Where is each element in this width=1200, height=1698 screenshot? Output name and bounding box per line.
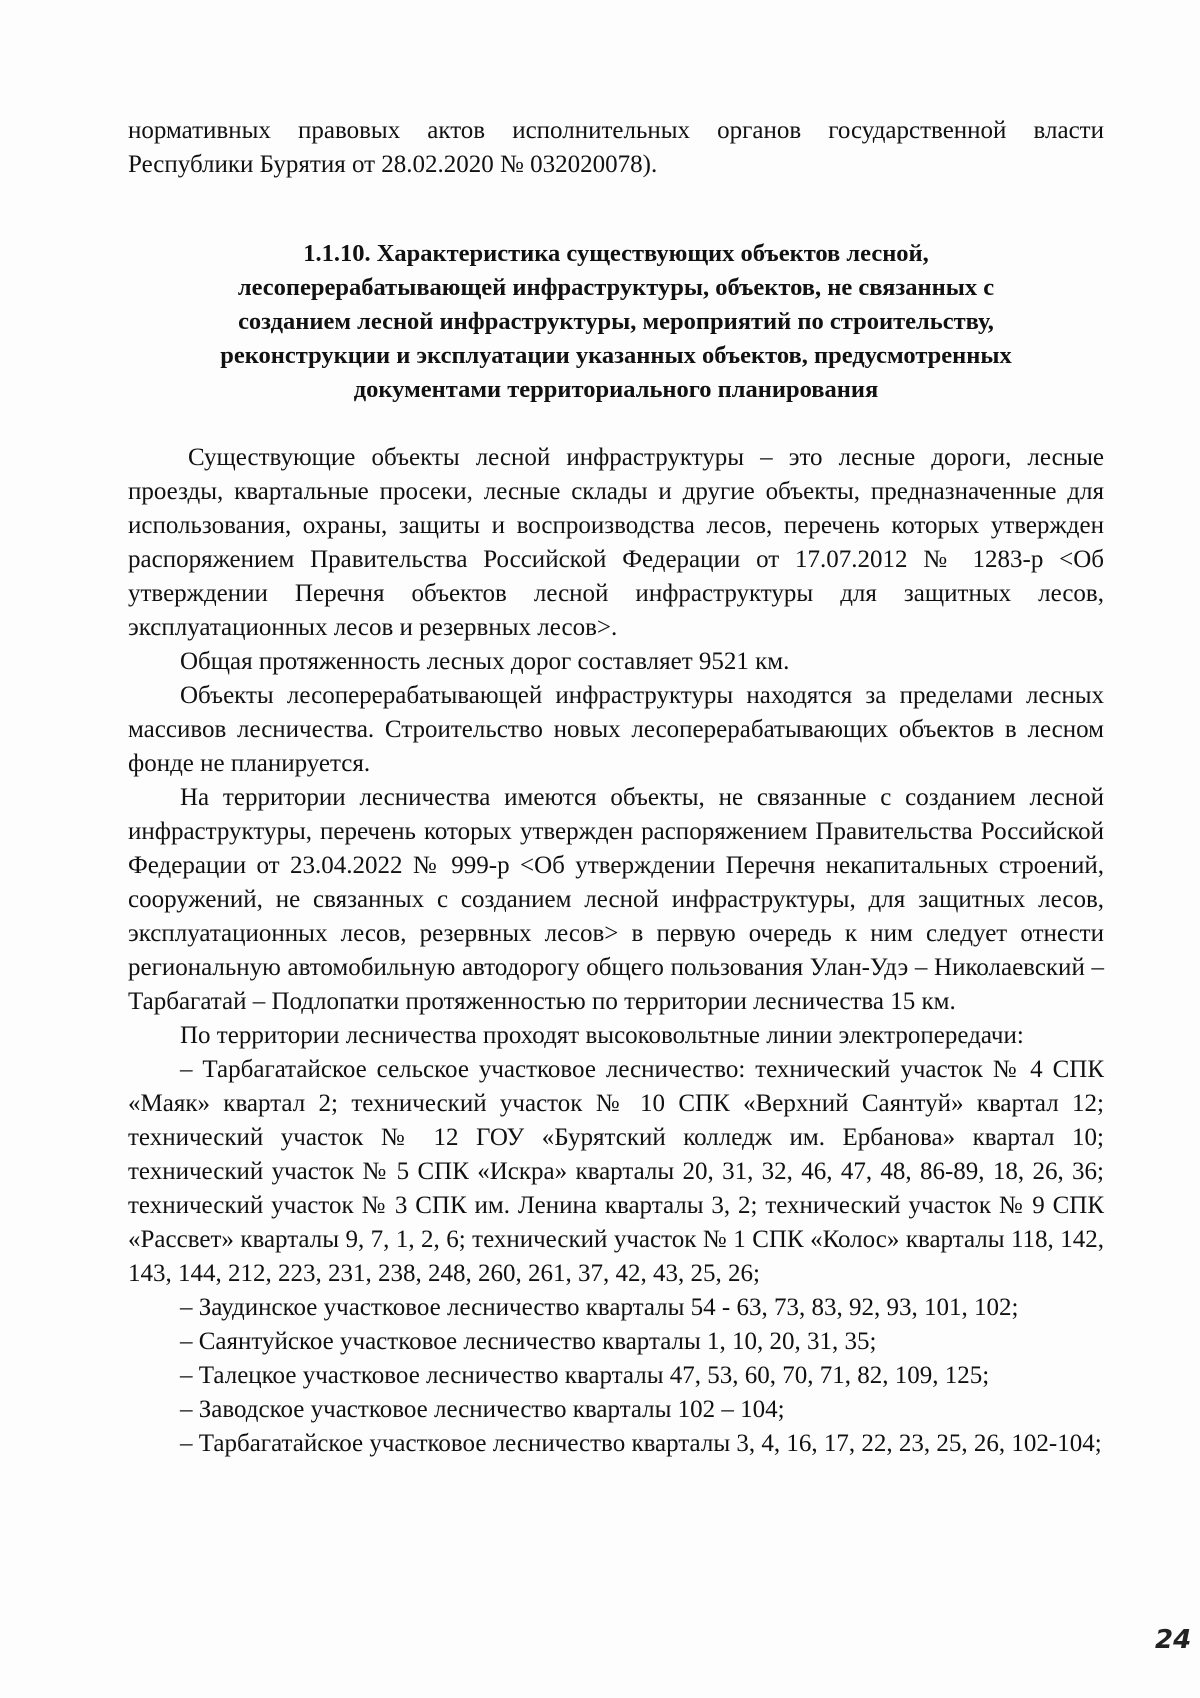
section-heading-line: лесоперерабатывающей инфраструктуры, объектов, не связанных с (237, 274, 995, 301)
body-paragraph-processing: Объекты лесоперерабатывающей инфраструктуры находятся за пределами лесных массивов лесничества. Строительство новых лесоперерабатывающих объектов в лесном фонде не планируется. (128, 682, 1104, 777)
body-paragraph-infrastructure: Существующие объекты лесной инфраструктуры – это лесные дороги, лесные проезды, квартальные просеки, лесные склады и другие объекты, предназначенные для использования, охраны, защиты и воспроизводства лесов, перечень которых утвержден распоряжением Правительства Российской Федерации от 17.07.2012 № 1283-р <Об утверждении Перечня объектов лесной инфраструктуры для защитных лесов, эксплуатационных лесов и резервных лесов>. (128, 444, 1104, 641)
list-item-sayantuiskoe: – Саянтуйское участковое лесничество кварталы 1, 10, 20, 31, 35; (180, 1328, 877, 1355)
section-heading-line: документами территориального планирования (353, 376, 879, 403)
page-number: 24 (1155, 1625, 1192, 1655)
list-item-zaudinskoe: – Заудинское участковое лесничество кварталы 54 - 63, 73, 83, 92, 93, 101, 102; (180, 1294, 1019, 1321)
body-paragraph-power-lines: По территории лесничества проходят высоковольтные линии электропередачи: (180, 1022, 1024, 1049)
section-heading-line: созданием лесной инфраструктуры, мероприятий по строительству, (238, 308, 994, 335)
section-heading-line: реконструкции и эксплуатации указанных объектов, предусмотренных (220, 342, 1012, 369)
list-item-tarbagatai-rural: – Тарбагатайское сельское участковое лесничество: технический участок № 4 СПК «Маяк» квартал 2; технический участок № 10 СПК «Верхний Саянтуй» квартал 12; технический участок № 12 ГОУ «Бурятский колледж им. Ербанова» квартал 10; технический участок № 5 СПК «Искра» кварталы 20, 31, 32, 46, 47, 48, 86-89, 18, 26, 36; технический участок № 3 СПК им. Ленина кварталы 3, 2; технический участок № 9 СПК «Рассвет» кварталы 9, 7, 1, 2, 6; технический участок № 1 СПК «Колос» кварталы 118, 142, 143, 144, 212, 223, 231, 238, 248, 260, 261, 37, 42, 43, 25, 26; (128, 1056, 1104, 1287)
list-item-tarbagataiskoe: – Тарбагатайское участковое лесничество кварталы 3, 4, 16, 17, 22, 23, 25, 26, 102-104; (180, 1430, 1102, 1457)
body-paragraph-road-length: Общая протяженность лесных дорог составляет 9521 км. (180, 648, 790, 675)
list-item-taletskoe: – Талецкое участковое лесничество кварталы 47, 53, 60, 70, 71, 82, 109, 125; (180, 1362, 990, 1389)
page-content (128, 114, 1104, 1461)
list-item-zavodskoe: – Заводское участковое лесничество кварталы 102 – 104; (180, 1396, 785, 1423)
section-heading (128, 237, 1104, 407)
section-heading-line: 1.1.10. Характеристика существующих объектов лесной, (303, 240, 929, 267)
intro-paragraph: нормативных правовых актов исполнительных органов государственной власти Республики Бурятия от 28.02.2020 № 032020078). (128, 117, 1104, 178)
body-paragraph-non-infrastructure: На территории лесничества имеются объекты, не связанные с созданием лесной инфраструктуры, перечень которых утвержден распоряжением Правительства Российской Федерации от 23.04.2022 № 999-р <Об утверждении Перечня некапитальных строений, сооружений, не связанных с созданием лесной инфраструктуры, для защитных лесов, эксплуатационных лесов, резервных лесов> в первую очередь к ним следует отнести региональную автомобильную автодорогу общего пользования Улан-Удэ – Николаевский – Тарбагатай – Подлопатки протяженностью по территории лесничества 15 км. (128, 784, 1104, 1015)
